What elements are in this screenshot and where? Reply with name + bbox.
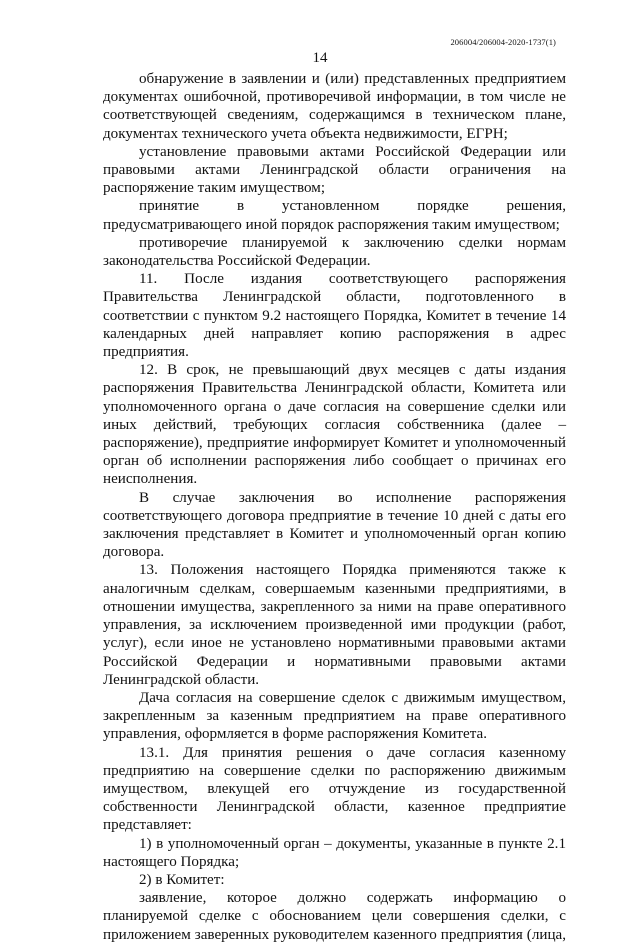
paragraph: 2) в Комитет: xyxy=(139,871,225,888)
page-number: 14 xyxy=(312,50,328,66)
document-body xyxy=(103,70,566,944)
paragraph: В случае заключения во исполнение распоряжения соответствующего договора предприятие в течение 10 дней с даты его заключения представляет в Комитет и уполномоченный орган копию договора. xyxy=(103,489,566,561)
paragraph: 12. В срок, не превышающий двух месяцев с даты издания распоряжения Правительства Ленинградской области, Комитета или уполномоченного органа о даче согласия на совершение сделки или иных действий, требующих согласия собственника (далее – распоряжение), предприятие информирует Комитет и уполномоченный орган об исполнении распоряжения либо сообщает о причинах его неисполнения. xyxy=(103,362,566,488)
paragraph: 11. После издания соответствующего распоряжения Правительства Ленинградской области, подготовленного в соответствии с пунктом 9.2 настоящего Порядка, Комитет в течение 14 календарных дней направляет копию распоряжения в адрес предприятия. xyxy=(103,271,566,361)
paragraph: 1) в уполномоченный орган – документы, указанные в пункте 2.1 настоящего Порядка; xyxy=(103,835,566,870)
paragraph: 13.1. Для принятия решения о даче согласия казенному предприятию на совершение сделки по распоряжению движимым имуществом, влекущей его отчуждение из государственной собственности Ленинградской области, казенное предприятие представляет: xyxy=(103,744,566,834)
paragraph: Дача согласия на совершение сделок с движимым имуществом, закрепленным за казенным предприятием на праве оперативного управления, оформляется в форме распоряжения Комитета. xyxy=(103,689,566,743)
paragraph: противоречие планируемой к заключению сделки нормам законодательства Российской Федерации. xyxy=(103,234,566,270)
paragraph: заявление, которое должно содержать информацию о планируемой сделке с обоснованием цели совершения сделки, с приложением заверенных руководителем казенного предприятия (лица, xyxy=(103,890,566,943)
paragraph: принятие в установленном порядке решения, предусматривающего иной порядок распоряжения таким имуществом; xyxy=(103,198,566,233)
paragraph: обнаружение в заявлении и (или) представленных предприятием документах ошибочной, противоречивой информации, в том числе не соответствующей сведениям, содержащимся в техническом плане, документах технического учета объекта недвижимости, ЕГРН; xyxy=(103,71,566,142)
document-id: 206004/206004-2020-1737(1) xyxy=(450,37,556,47)
paragraph: 13. Положения настоящего Порядка применяются также к аналогичным сделкам, совершаемым казенными предприятиями, в отношении имущества, закрепленного за ними на праве оперативного управления, за исключением произведенной ими продукции (работ, услуг), если иное не установлено нормативными правовыми актами Российской Федерации и нормативными правовыми актами Ленинградской области. xyxy=(103,562,566,688)
paragraph: установление правовыми актами Российской Федерации или правовыми актами Ленинградской области ограничения на распоряжение таким имуществом; xyxy=(103,143,566,197)
